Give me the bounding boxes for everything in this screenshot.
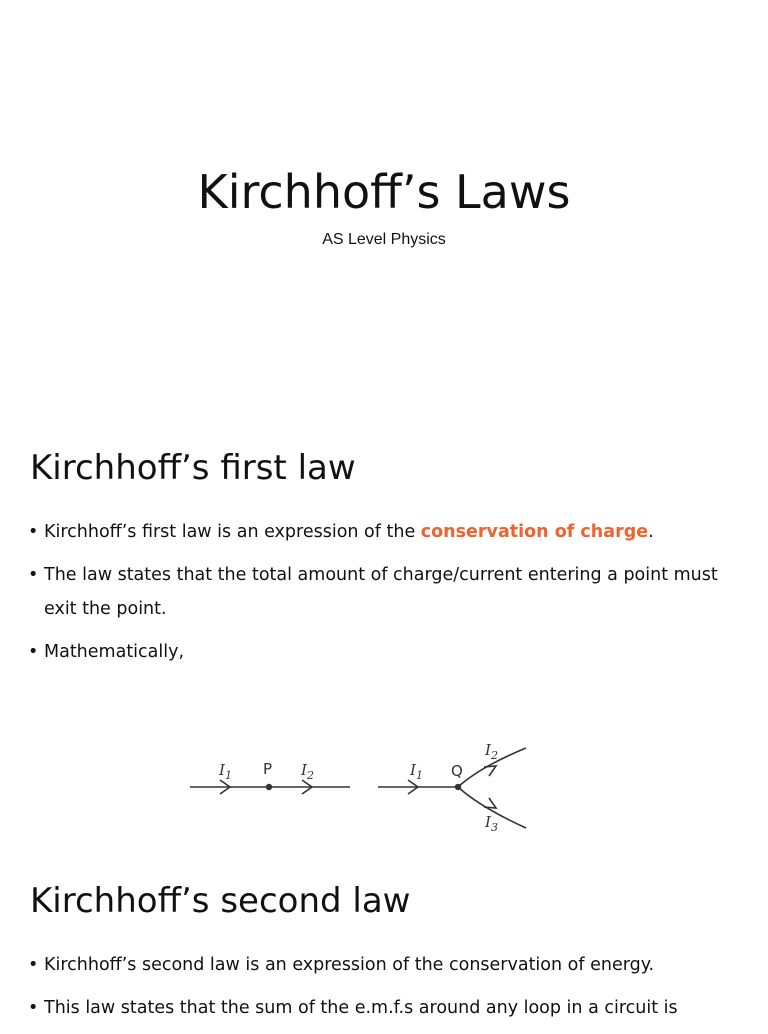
current-label-i2: $I_2$ bbox=[485, 741, 498, 762]
bullet-text: The law states that the total amount of charge/current entering a point must exit the point. bbox=[44, 565, 718, 619]
first-law-bullet-1 bbox=[28, 515, 748, 549]
current-label-i1: $I_1$ bbox=[219, 761, 232, 782]
current-label-i1: $I_1$ bbox=[410, 761, 423, 782]
second-law-bullets bbox=[28, 948, 748, 1034]
first-law-heading: Kirchhoff’s first law bbox=[30, 448, 356, 488]
bullet-text-end: . bbox=[648, 522, 654, 542]
second-law-bullet-2 bbox=[28, 991, 748, 1025]
arrow-icon bbox=[484, 766, 496, 776]
second-law-bullet-1 bbox=[28, 948, 748, 982]
second-law-heading: Kirchhoff’s second law bbox=[30, 881, 411, 921]
conservation-of-charge-highlight: conservation of charge bbox=[420, 522, 649, 542]
branch-junction-q bbox=[378, 741, 526, 834]
series-junction-p bbox=[190, 760, 350, 794]
bullet-text: Kirchhoff’s second law is an expression of the conservation of energy. bbox=[44, 955, 655, 975]
current-label-i3: $I_3$ bbox=[485, 813, 498, 834]
bullet-text: Kirchhoff’s first law is an expression of the bbox=[44, 522, 421, 542]
junction-diagram bbox=[180, 735, 540, 840]
first-law-bullet-3 bbox=[28, 635, 748, 669]
first-law-bullet-2 bbox=[28, 558, 748, 626]
first-law-bullets bbox=[28, 515, 748, 678]
node-label-p: P bbox=[263, 760, 273, 778]
bullet-text: This law states that the sum of the e.m.f.s around any loop in a circuit is bbox=[44, 998, 678, 1018]
slide-subtitle: AS Level Physics bbox=[322, 231, 446, 248]
current-label-i2: $I_2$ bbox=[301, 761, 314, 782]
slide-title: Kirchhoff’s Laws bbox=[197, 165, 571, 219]
node-dot-p bbox=[266, 784, 272, 790]
arrow-icon bbox=[484, 798, 496, 808]
bullet-text: Mathematically, bbox=[44, 642, 185, 662]
node-label-q: Q bbox=[451, 762, 463, 780]
